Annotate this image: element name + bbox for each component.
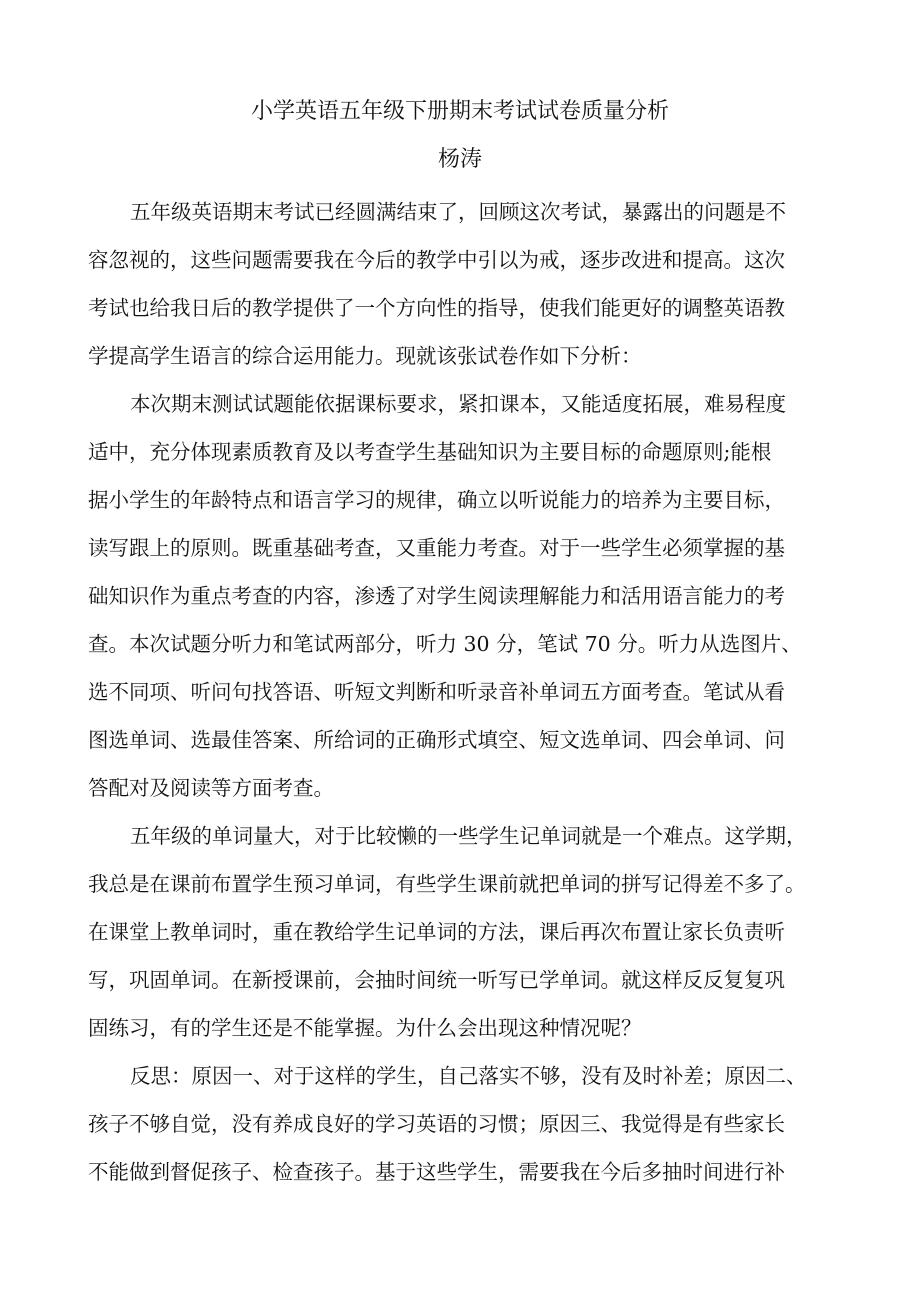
paragraph-3 [88,812,833,1052]
text-line: 查。本次试题分听力和笔试两部分，听力 30 分，笔试 70 分。听力从选图片、 [88,632,802,656]
text-line: 五年级英语期末考试已经圆满结束了，回顾这次考试，暴露出的问题是不 [130,200,786,224]
text-line: 考试也给我日后的教学提供了一个方向性的指导，使我们能更好的调整英语教 [88,296,785,320]
text-line: 读写跟上的原则。既重基础考查，又重能力考查。对于一些学生必须掌握的基 [88,536,785,560]
paragraph-2 [88,380,833,812]
document-author: 杨涛 [437,147,482,172]
text-line: 固练习，有的学生还是不能掌握。为什么会出现这种情况呢？ [88,1016,642,1040]
text-line: 五年级的单词量大，对于比较懒的一些学生记单词就是一个难点。这学期， [130,824,807,848]
text-line: 在课堂上教单词时，重在教给学生记单词的方法，课后再次布置让家长负责听 [88,920,785,944]
paragraph-4 [88,1052,833,1196]
text-line: 学提高学生语言的综合运用能力。现就该张试卷作如下分析： [88,344,642,368]
text-line: 写，巩固单词。在新授课前，会抽时间统一听写已学单词。就这样反反复复巩 [88,968,785,992]
document-title: 小学英语五年级下册期末考试试卷质量分析 [250,99,669,124]
text-line: 反思：原因一、对于这样的学生，自己落实不够，没有及时补差；原因二、 [130,1064,807,1088]
text-line: 我总是在课前布置学生预习单词，有些学生课前就把单词的拼写记得差不多了。 [88,872,806,896]
text-line: 选不同项、听问句找答语、听短文判断和听录音补单词五方面考查。笔试从看 [88,680,785,704]
text-line: 答配对及阅读等方面考查。 [88,776,334,800]
text-line: 适中，充分体现素质教育及以考查学生基础知识为主要目标的命题原则;能根 [88,440,772,464]
document-body [88,188,833,1196]
text-line: 据小学生的年龄特点和语言学习的规律，确立以听说能力的培养为主要目标， [88,488,785,512]
text-line: 不能做到督促孩子、检查孩子。基于这些学生，需要我在今后多抽时间进行补 [88,1160,785,1184]
text-line: 本次期末测试试题能依据课标要求，紧扣课本，又能适度拓展，难易程度 [130,392,786,416]
text-line: 孩子不够自觉，没有养成良好的学习英语的习惯；原因三、我觉得是有些家长 [88,1112,785,1136]
text-line: 础知识作为重点考查的内容，渗透了对学生阅读理解能力和活用语言能力的考 [88,584,785,608]
text-line: 图选单词、选最佳答案、所给词的正确形式填空、短文选单词、四会单词、问 [88,728,785,752]
text-line: 容忽视的，这些问题需要我在今后的教学中引以为戒，逐步改进和提高。这次 [88,248,785,272]
paragraph-1 [88,188,833,380]
